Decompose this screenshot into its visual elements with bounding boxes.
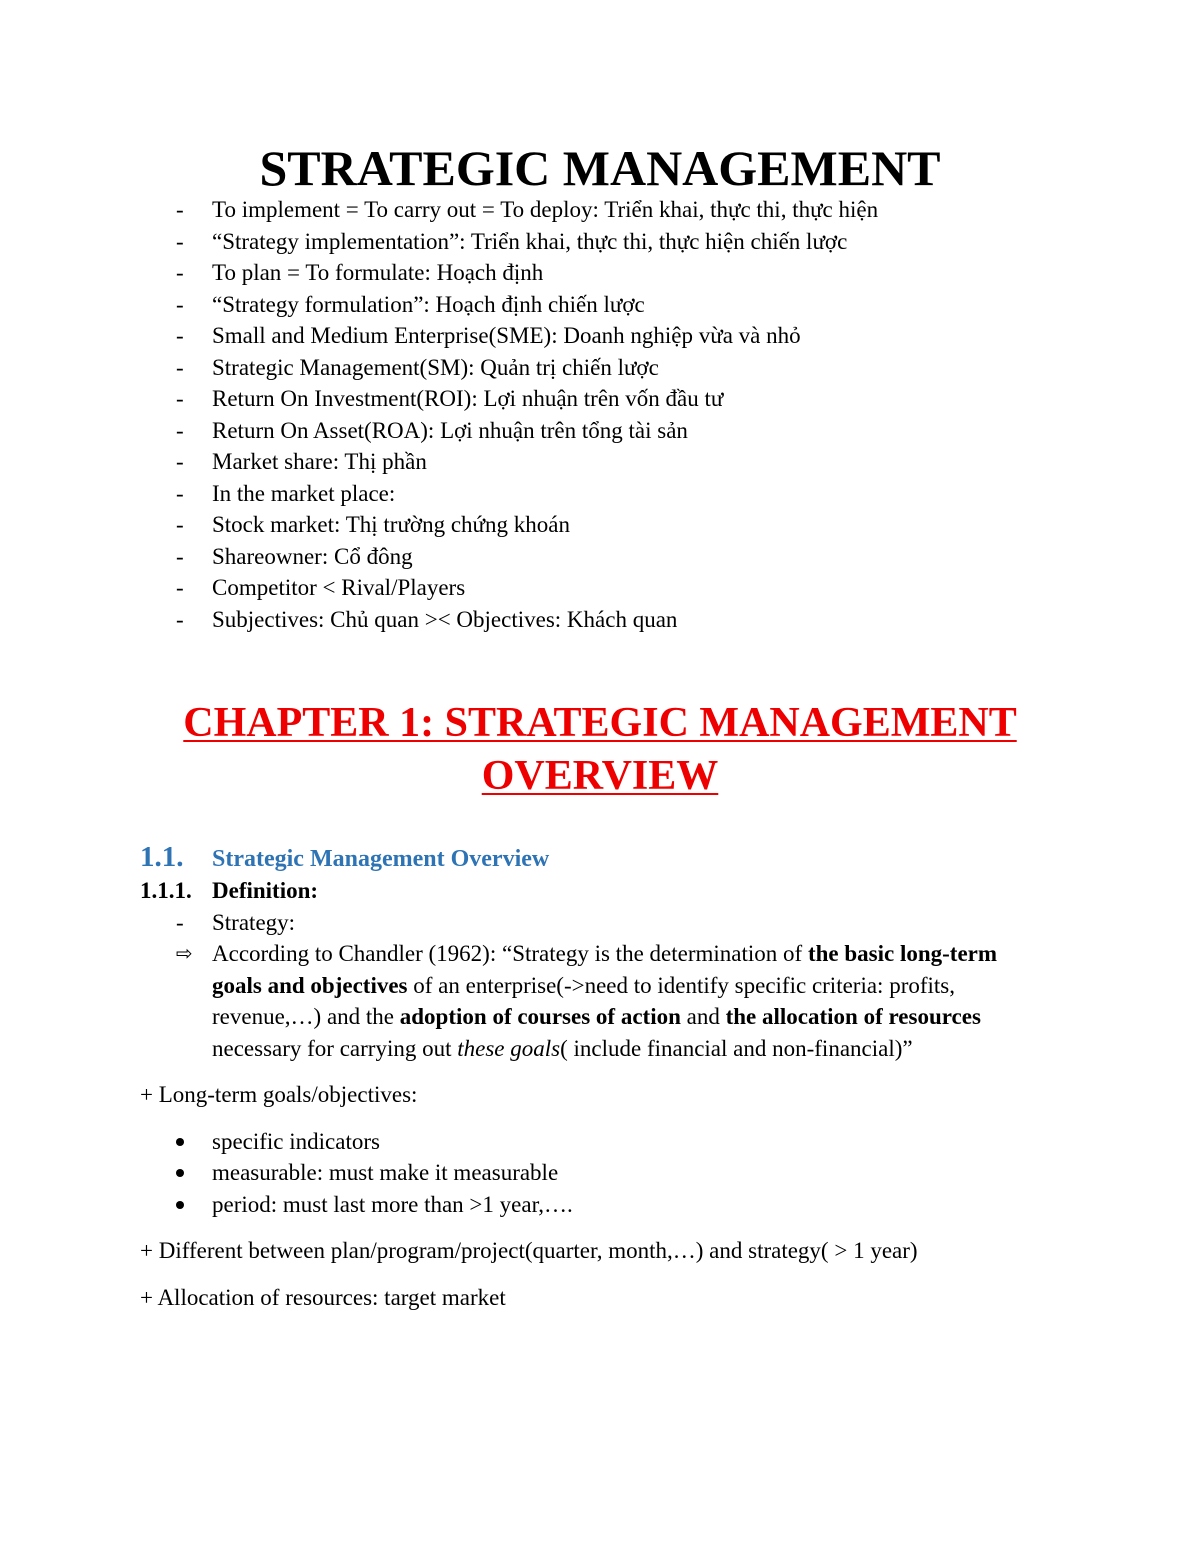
glossary-item bbox=[140, 446, 1040, 478]
subsection-number: 1.1.1. bbox=[140, 878, 192, 903]
glossary-item bbox=[140, 194, 1040, 226]
glossary-text: Small and Medium Enterprise(SME): Doanh nghiệp vừa và nhỏ bbox=[212, 323, 801, 348]
bullet-dot-icon bbox=[176, 1138, 184, 1146]
definition-bold-goals: the basic long-term goals and objectives bbox=[212, 941, 998, 998]
section-title: Strategic Management Overview bbox=[212, 846, 550, 872]
glossary-list bbox=[140, 194, 1040, 635]
glossary-text: Return On Investment(ROI): Lợi nhuận trên vốn đầu tư bbox=[212, 386, 724, 411]
dash-marker: - bbox=[176, 260, 184, 285]
definition-text: and bbox=[680, 1004, 726, 1029]
glossary-item bbox=[140, 257, 1040, 289]
definition-bold-action: adoption of courses of action bbox=[399, 1004, 681, 1029]
dash-marker: - bbox=[176, 354, 184, 380]
section-number: 1.1. bbox=[140, 841, 184, 873]
glossary-item bbox=[140, 478, 1040, 510]
glossary-item bbox=[140, 604, 1040, 636]
definition-text: of an enterprise(->need to identify specific criteria: profits, revenue,…) and the bbox=[212, 972, 955, 1029]
dash-marker: - bbox=[176, 543, 184, 569]
chapter-title-line1: CHAPTER 1: STRATEGIC MANAGEMENT bbox=[183, 700, 1017, 746]
glossary-text: To implement = To carry out = To deploy: Triển khai, thực thi, thực hiện bbox=[212, 197, 879, 222]
glossary-text: To plan = To formulate: Hoạch định bbox=[212, 260, 544, 285]
definition-italic-goals: these goals bbox=[457, 1035, 561, 1061]
glossary-item bbox=[140, 289, 1040, 321]
long-term-bullets bbox=[140, 1126, 1040, 1221]
chapter-title-line2: OVERVIEW bbox=[481, 753, 719, 799]
glossary-item bbox=[140, 352, 1040, 384]
dash-marker: - bbox=[176, 449, 184, 474]
definition-text: ( include financial and non-financial)” bbox=[560, 1035, 913, 1061]
document-title: STRATEGIC MANAGEMENT bbox=[259, 140, 941, 196]
arrow-right-icon: ⇨ bbox=[176, 941, 193, 965]
glossary-text: “Strategy implementation”: Triển khai, thực thi, thực hiện chiến lược bbox=[212, 228, 848, 254]
strategy-item bbox=[140, 907, 1040, 939]
section-heading bbox=[140, 841, 1040, 875]
dash-marker: - bbox=[176, 291, 184, 317]
glossary-text: Market share: Thị phần bbox=[212, 449, 427, 474]
glossary-text: Stock market: Thị trường chứng khoán bbox=[212, 512, 570, 537]
dash-marker: - bbox=[176, 323, 184, 348]
dash-marker: - bbox=[176, 909, 184, 935]
dash-marker: - bbox=[176, 512, 184, 537]
allocation-line: + Allocation of resources: target market bbox=[140, 1284, 506, 1310]
long-term-heading: + Long-term goals/objectives: bbox=[140, 1082, 418, 1107]
glossary-item bbox=[140, 415, 1040, 447]
dash-marker: - bbox=[176, 197, 184, 222]
bullet-dot-icon bbox=[176, 1169, 184, 1177]
dash-marker: - bbox=[176, 417, 184, 443]
glossary-item bbox=[140, 383, 1040, 415]
glossary-text: Shareowner: Cổ đông bbox=[212, 543, 413, 569]
glossary-text: Strategic Management(SM): Quản trị chiến lược bbox=[212, 354, 659, 380]
glossary-text: “Strategy formulation”: Hoạch định chiến lược bbox=[212, 291, 645, 317]
bullet-item bbox=[140, 1157, 1040, 1189]
dash-marker: - bbox=[176, 575, 184, 600]
definition-bold-allocation: the allocation of resources bbox=[725, 1004, 981, 1029]
dash-marker: - bbox=[176, 228, 184, 254]
bullet-text: period: must last more than >1 year,…. bbox=[212, 1191, 573, 1217]
glossary-item bbox=[140, 226, 1040, 258]
glossary-text: Competitor < Rival/Players bbox=[212, 575, 466, 600]
glossary-text: In the market place: bbox=[212, 480, 396, 506]
subsection-title: Definition: bbox=[212, 878, 319, 903]
glossary-text: Return On Asset(ROA): Lợi nhuận trên tổng tài sản bbox=[212, 417, 688, 443]
bullet-item bbox=[140, 1189, 1040, 1221]
dash-marker: - bbox=[176, 386, 184, 411]
definition-text: According to Chandler (1962): “Strategy is the determination of bbox=[212, 941, 808, 966]
bullet-dot-icon bbox=[176, 1201, 184, 1209]
strategy-label: Strategy: bbox=[212, 909, 296, 935]
subsection-heading bbox=[140, 875, 1040, 907]
bullet-text: specific indicators bbox=[212, 1128, 380, 1154]
chandler-definition bbox=[140, 938, 1040, 1064]
glossary-item bbox=[140, 320, 1040, 352]
dash-marker: - bbox=[176, 606, 184, 632]
dash-marker: - bbox=[176, 480, 184, 506]
glossary-item bbox=[140, 572, 1040, 604]
difference-line: + Different between plan/program/project(quarter, month,…) and strategy( > 1 year) bbox=[140, 1238, 918, 1263]
definition-text: necessary for carrying out bbox=[212, 1035, 458, 1061]
bullet-item bbox=[140, 1126, 1040, 1158]
strategy-list bbox=[140, 907, 1040, 939]
bullet-text: measurable: must make it measurable bbox=[212, 1160, 559, 1185]
glossary-item bbox=[140, 509, 1040, 541]
glossary-item bbox=[140, 541, 1040, 573]
chapter-title bbox=[140, 697, 1040, 803]
glossary-text: Subjectives: Chủ quan >< Objectives: Khách quan bbox=[212, 606, 678, 632]
